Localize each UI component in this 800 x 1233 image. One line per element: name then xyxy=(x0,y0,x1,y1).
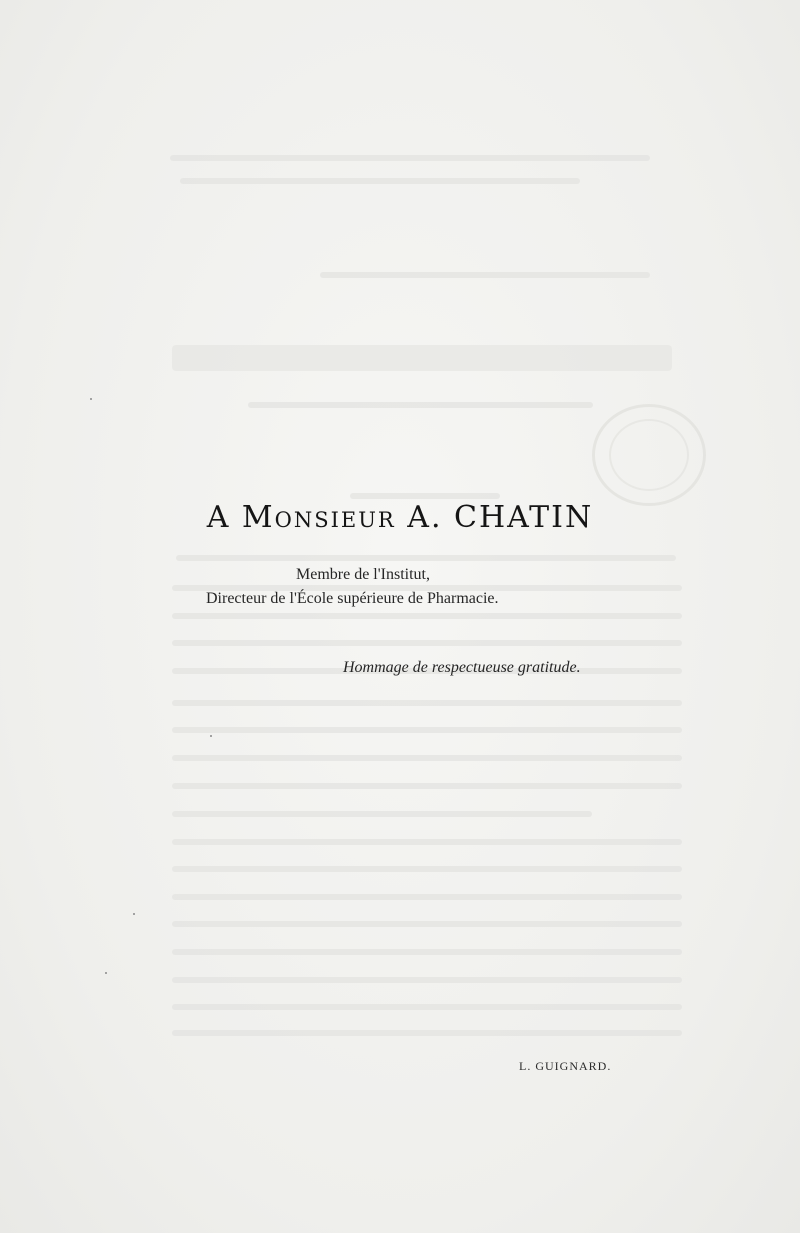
heading-name: A. CHATIN xyxy=(395,500,594,535)
membership-line: Membre de l'Institut, xyxy=(296,566,430,583)
paper-speck xyxy=(90,398,92,400)
heading-title: Monsieur xyxy=(241,500,396,535)
paper-speck xyxy=(133,913,135,915)
dedication-heading xyxy=(0,500,800,535)
paper-speck xyxy=(105,972,107,974)
paper-speck xyxy=(210,735,212,737)
heading-prefix: A xyxy=(206,500,242,535)
homage-line: Hommage de respectueuse gratitude. xyxy=(343,659,581,676)
position-line: Directeur de l'École supérieure de Pharmacie. xyxy=(206,590,499,607)
author-signature: L. GUIGNARD. xyxy=(519,1059,612,1073)
library-stamp xyxy=(592,404,706,506)
